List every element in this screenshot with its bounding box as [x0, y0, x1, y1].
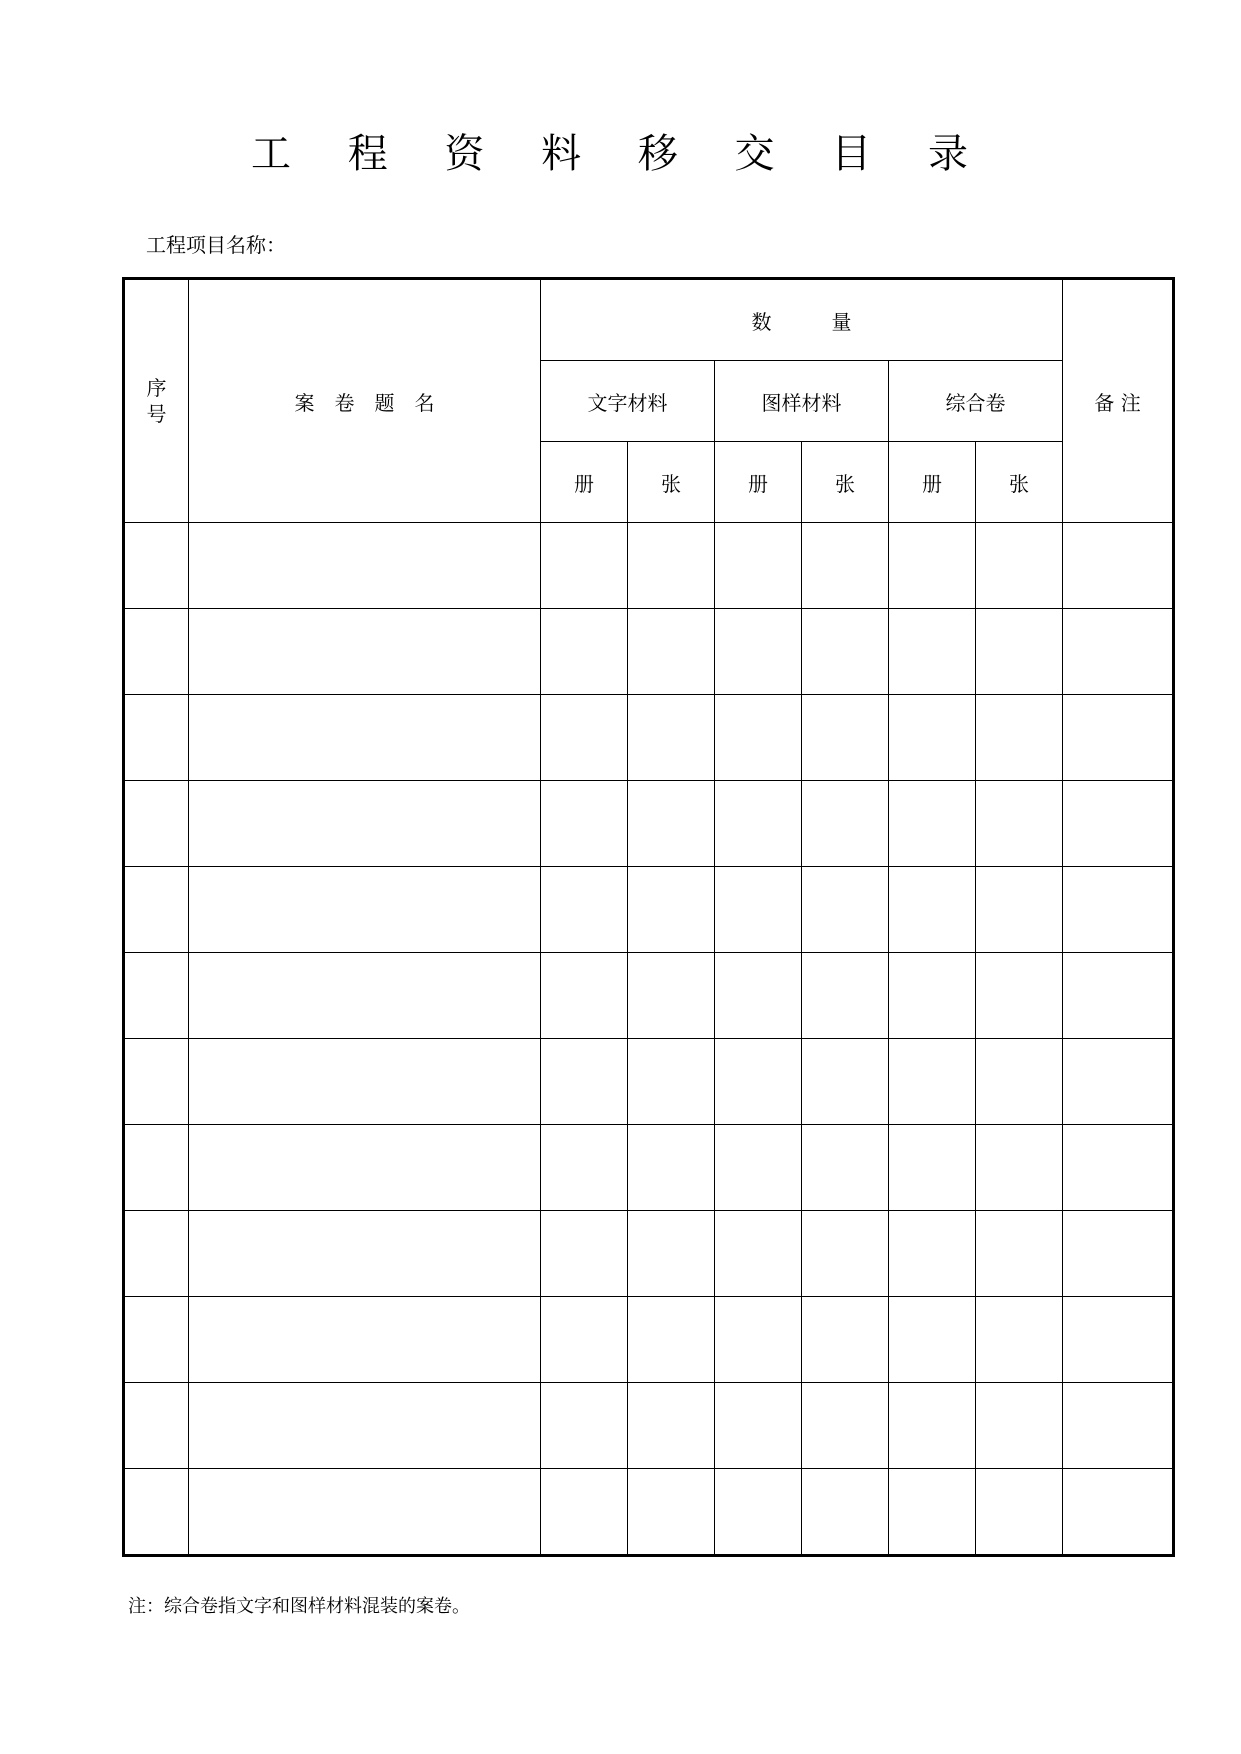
cell-sheets[interactable] [802, 867, 889, 953]
cell-volumes[interactable] [889, 867, 976, 953]
cell-volumes[interactable] [541, 953, 628, 1039]
cell-seq[interactable] [124, 609, 189, 695]
cell-volumes[interactable] [715, 781, 802, 867]
cell-sheets[interactable] [802, 781, 889, 867]
cell-sheets[interactable] [628, 781, 715, 867]
cell-sheets[interactable] [976, 1469, 1063, 1556]
cell-volumes[interactable] [715, 867, 802, 953]
cell-sheets[interactable] [802, 1383, 889, 1469]
header-seq [124, 279, 189, 523]
cell-volumes[interactable] [889, 523, 976, 609]
cell-volumes[interactable] [889, 1039, 976, 1125]
cell-remark[interactable] [1063, 1297, 1174, 1383]
cell-remark[interactable] [1063, 1469, 1174, 1556]
cell-volumes[interactable] [541, 695, 628, 781]
cell-volumes[interactable] [541, 1297, 628, 1383]
cell-sheets[interactable] [976, 867, 1063, 953]
cell-volumes[interactable] [541, 1211, 628, 1297]
cell-sheets[interactable] [976, 1297, 1063, 1383]
cell-sheets[interactable] [628, 695, 715, 781]
cell-sheets[interactable] [802, 1297, 889, 1383]
cell-sheets[interactable] [802, 1211, 889, 1297]
cell-volumes[interactable] [715, 1383, 802, 1469]
cell-sheets[interactable] [976, 1125, 1063, 1211]
cell-remark[interactable] [1063, 867, 1174, 953]
table-row [124, 609, 1174, 695]
cell-sheets[interactable] [976, 695, 1063, 781]
cell-volumes[interactable] [715, 609, 802, 695]
cell-seq[interactable] [124, 1469, 189, 1556]
cell-volumes[interactable] [715, 1297, 802, 1383]
header-sheets: 张 [802, 442, 889, 523]
cell-file-title[interactable] [189, 1297, 541, 1383]
cell-file-title[interactable] [189, 1211, 541, 1297]
table-row [124, 781, 1174, 867]
cell-file-title[interactable] [189, 1469, 541, 1556]
cell-volumes[interactable] [715, 1211, 802, 1297]
cell-sheets[interactable] [802, 695, 889, 781]
cell-sheets[interactable] [802, 953, 889, 1039]
cell-volumes[interactable] [715, 523, 802, 609]
cell-sheets[interactable] [628, 1469, 715, 1556]
cell-remark[interactable] [1063, 1125, 1174, 1211]
cell-sheets[interactable] [976, 523, 1063, 609]
header-quantity: 数 量 [541, 279, 1063, 361]
cell-seq[interactable] [124, 1125, 189, 1211]
cell-sheets[interactable] [628, 953, 715, 1039]
cell-volumes[interactable] [889, 1297, 976, 1383]
header-volumes: 册 [715, 442, 802, 523]
table-row [124, 695, 1174, 781]
cell-sheets[interactable] [802, 1469, 889, 1556]
cell-seq[interactable] [124, 1039, 189, 1125]
header-row-1 [124, 279, 1174, 361]
table-row [124, 1469, 1174, 1556]
cell-volumes[interactable] [889, 1383, 976, 1469]
page-title: 工 程 资 料 移 交 目 录 [250, 131, 990, 177]
cell-file-title[interactable] [189, 695, 541, 781]
header-file-title: 案 卷 题 名 [189, 279, 541, 523]
header-volumes: 册 [889, 442, 976, 523]
cell-file-title[interactable] [189, 781, 541, 867]
cell-remark[interactable] [1063, 953, 1174, 1039]
cell-volumes[interactable] [889, 781, 976, 867]
cell-remark[interactable] [1063, 1039, 1174, 1125]
cell-seq[interactable] [124, 867, 189, 953]
cell-sheets[interactable] [976, 609, 1063, 695]
cell-remark[interactable] [1063, 1211, 1174, 1297]
cell-volumes[interactable] [541, 867, 628, 953]
table-row [124, 1383, 1174, 1469]
header-combined-volume: 综合卷 [889, 361, 1063, 442]
cell-sheets[interactable] [802, 1125, 889, 1211]
cell-sheets[interactable] [628, 1125, 715, 1211]
cell-sheets[interactable] [628, 1039, 715, 1125]
cell-volumes[interactable] [715, 953, 802, 1039]
cell-volumes[interactable] [715, 1469, 802, 1556]
cell-remark[interactable] [1063, 695, 1174, 781]
header-volumes: 册 [541, 442, 628, 523]
header-seq-line2: 号 [146, 402, 167, 426]
cell-sheets[interactable] [976, 1383, 1063, 1469]
cell-volumes[interactable] [889, 1211, 976, 1297]
table-row [124, 1211, 1174, 1297]
cell-file-title[interactable] [189, 523, 541, 609]
footnote: 注：综合卷指文字和图样材料混装的案卷。 [128, 1596, 470, 1617]
cell-remark[interactable] [1063, 781, 1174, 867]
header-drawing-materials: 图样材料 [715, 361, 889, 442]
cell-sheets[interactable] [802, 609, 889, 695]
table-row [124, 1125, 1174, 1211]
cell-volumes[interactable] [715, 1125, 802, 1211]
header-text-materials: 文字材料 [541, 361, 715, 442]
cell-volumes[interactable] [715, 1039, 802, 1125]
table-row [124, 1039, 1174, 1125]
cell-sheets[interactable] [976, 1211, 1063, 1297]
cell-volumes[interactable] [541, 1383, 628, 1469]
header-sheets: 张 [976, 442, 1063, 523]
cell-file-title[interactable] [189, 1039, 541, 1125]
cell-seq[interactable] [124, 695, 189, 781]
cell-sheets[interactable] [628, 609, 715, 695]
cell-remark[interactable] [1063, 1383, 1174, 1469]
cell-file-title[interactable] [189, 1383, 541, 1469]
cell-sheets[interactable] [976, 781, 1063, 867]
cell-seq[interactable] [124, 1211, 189, 1297]
cell-seq[interactable] [124, 523, 189, 609]
cell-seq[interactable] [124, 1297, 189, 1383]
cell-volumes[interactable] [889, 609, 976, 695]
cell-volumes[interactable] [889, 1469, 976, 1556]
transfer-catalog-table [122, 277, 1175, 1557]
cell-volumes[interactable] [541, 523, 628, 609]
table-row [124, 867, 1174, 953]
header-remarks: 备 注 [1063, 279, 1174, 523]
cell-seq[interactable] [124, 953, 189, 1039]
cell-sheets[interactable] [628, 1297, 715, 1383]
cell-file-title[interactable] [189, 867, 541, 953]
header-sheets: 张 [628, 442, 715, 523]
cell-volumes[interactable] [889, 695, 976, 781]
cell-volumes[interactable] [889, 1125, 976, 1211]
cell-sheets[interactable] [628, 523, 715, 609]
cell-volumes[interactable] [541, 1125, 628, 1211]
cell-seq[interactable] [124, 781, 189, 867]
cell-sheets[interactable] [976, 1039, 1063, 1125]
project-name-label: 工程项目名称： [146, 233, 286, 257]
cell-volumes[interactable] [541, 1469, 628, 1556]
cell-sheets[interactable] [802, 523, 889, 609]
cell-remark[interactable] [1063, 609, 1174, 695]
cell-file-title[interactable] [189, 953, 541, 1039]
table-row [124, 953, 1174, 1039]
cell-volumes[interactable] [541, 609, 628, 695]
cell-file-title[interactable] [189, 1125, 541, 1211]
cell-file-title[interactable] [189, 609, 541, 695]
cell-volumes[interactable] [541, 1039, 628, 1125]
table-row [124, 1297, 1174, 1383]
cell-volumes[interactable] [889, 953, 976, 1039]
header-seq-line1: 序 [146, 376, 167, 400]
cell-remark[interactable] [1063, 523, 1174, 609]
cell-sheets[interactable] [628, 867, 715, 953]
cell-sheets[interactable] [802, 1039, 889, 1125]
cell-volumes[interactable] [715, 695, 802, 781]
cell-volumes[interactable] [541, 781, 628, 867]
cell-sheets[interactable] [976, 953, 1063, 1039]
cell-seq[interactable] [124, 1383, 189, 1469]
cell-sheets[interactable] [628, 1383, 715, 1469]
table-row [124, 523, 1174, 609]
cell-sheets[interactable] [628, 1211, 715, 1297]
